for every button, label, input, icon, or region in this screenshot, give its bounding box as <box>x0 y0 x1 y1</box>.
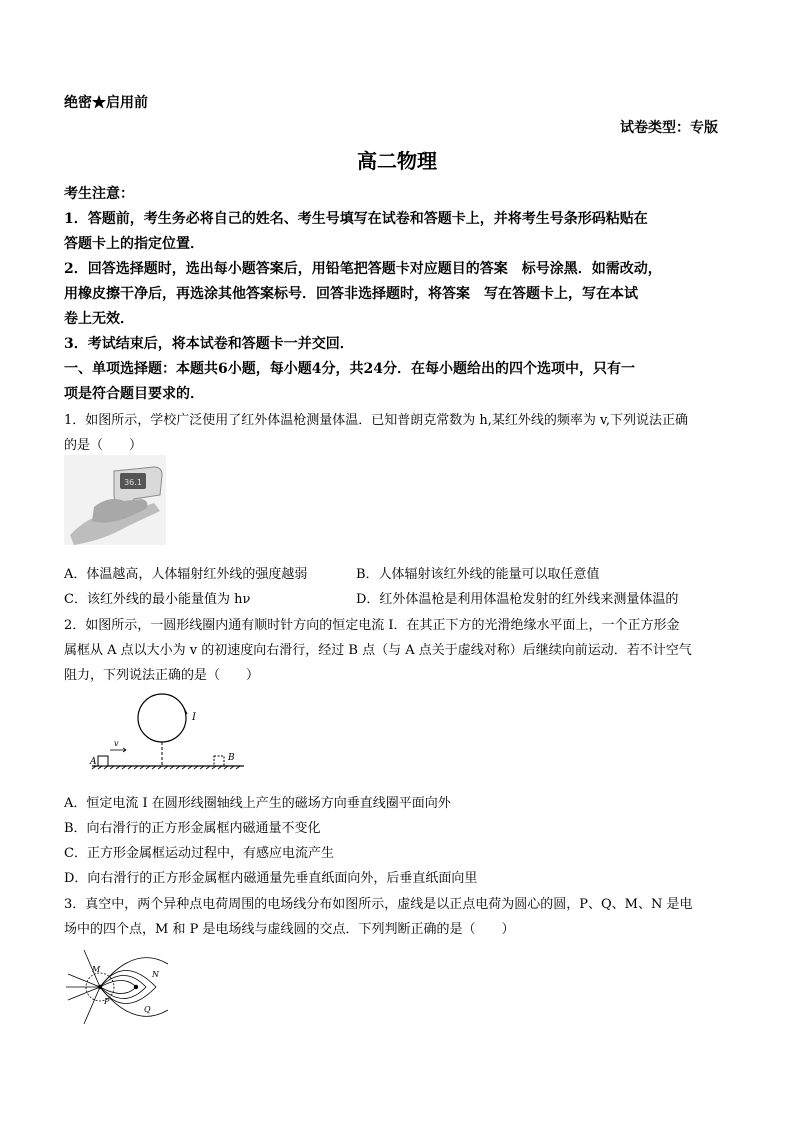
question-stem: 3．真空中，两个异种点电荷周围的电场线分布如图所示，虚线是以正点电荷为圆心的圆，P、Q、M、N 是电 <box>64 897 693 912</box>
electric-field-figure <box>64 944 170 1030</box>
notice-line: 2．回答选择题时，选出每小题答案后，用铅笔把答题卡对应题目的答案 标号涂黑．如需改动， <box>64 261 662 277</box>
question-stem: 场中的四个点，M 和 P 是电场线与虚线圆的交点．下列判断正确的是（ ） <box>64 922 515 937</box>
thermometer-reading: 36.1 <box>124 478 142 487</box>
option-a: A．体温越高，人体辐射红外线的强度越弱 <box>64 567 308 582</box>
question-stem: 1．如图所示，学校广泛使用了红外体温枪测量体温．已知普朗克常数为 h,某红外线的频率为 v,下列说法正确 <box>64 413 688 428</box>
option-b: B．人体辐射该红外线的能量可以取任意值 <box>356 567 600 582</box>
point-p-label: P <box>104 997 110 1006</box>
point-n-label: N <box>152 970 159 979</box>
section-heading: 项是符合题目要求的． <box>64 386 204 402</box>
notice-line: 卷上无效． <box>64 311 134 327</box>
option-d: D．向右滑行的正方形金属框内磁通量先垂直纸面向外，后垂直纸面向里 <box>64 871 478 886</box>
page-title: 高二物理 <box>357 149 437 173</box>
point-q-label: Q <box>144 1005 151 1014</box>
option-c: C．正方形金属框运动过程中，有感应电流产生 <box>64 846 334 861</box>
velocity-label: v <box>114 739 119 748</box>
coil-figure <box>88 690 248 772</box>
current-label: I <box>192 712 196 723</box>
notice-line: 用橡皮擦干净后，再选涂其他答案标号．回答非选择题时，将答案 写在答题卡上，写在本试 <box>64 286 638 302</box>
section-heading: 一、单项选择题：本题共6小题，每小题4分，共24分．在每小题给出的四个选项中，只有一 <box>64 361 635 377</box>
point-m-label: M <box>92 965 101 974</box>
notice-line: 答题卡上的指定位置． <box>64 236 204 252</box>
option-a: A．恒定电流 I 在圆形线圈轴线上产生的磁场方向垂直线圈平面向外 <box>64 796 451 811</box>
option-b: B．向右滑行的正方形金属框内磁通量不变化 <box>64 821 321 836</box>
point-b-label: B <box>228 753 235 763</box>
question-stem: 属框从 A 点以大小为 v 的初速度向右滑行，经过 B 点（与 A 点关于虚线对称）后继续向前运动．若不计空气 <box>64 643 692 658</box>
question-stem: 2．如图所示，一圆形线圈内通有顺时针方向的恒定电流 I．在其正下方的光滑绝缘水平面上，一个正方形金 <box>64 618 680 633</box>
notice-line: 3．考试结束后，将本试卷和答题卡一并交回． <box>64 336 354 352</box>
point-a-label: A <box>90 757 97 767</box>
paper-type: 试卷类型：专版 <box>620 120 718 136</box>
question-stem: 的是（ ） <box>64 438 143 453</box>
notice-heading: 考生注意： <box>64 186 134 202</box>
notice-line: 1．答题前，考生务必将自己的姓名、考生号填写在试卷和答题卡上，并将考生号条形码粘贴在 <box>64 211 648 227</box>
thermometer-gun-figure <box>64 455 166 545</box>
question-stem: 阻力，下列说法正确的是（ ） <box>64 668 260 683</box>
option-c: C．该红外线的最小能量值为 hν <box>64 592 251 607</box>
option-d: D．红外体温枪是利用体温枪发射的红外线来测量体温的 <box>356 592 679 607</box>
confidential-mark: 绝密★启用前 <box>64 95 148 111</box>
